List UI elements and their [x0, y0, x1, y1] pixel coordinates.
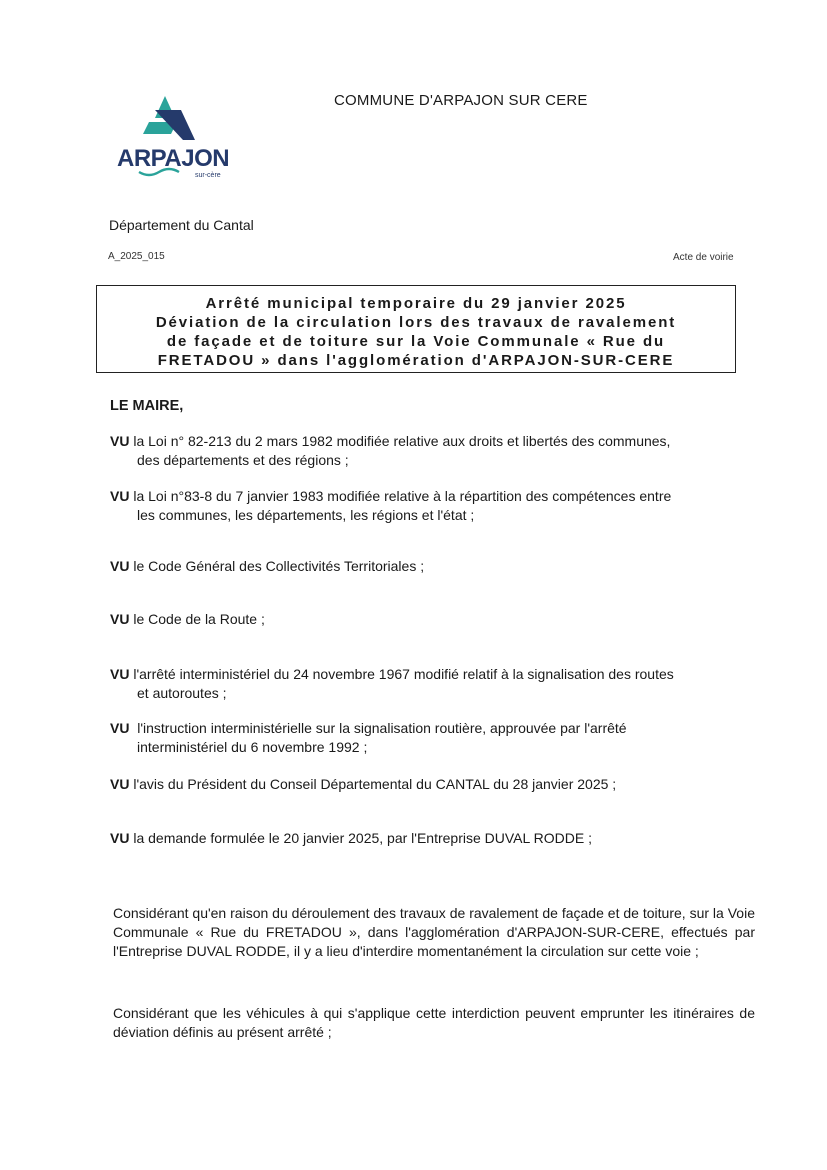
- vu-keyword: VU: [110, 830, 130, 846]
- vu-text: le Code de la Route ;: [133, 611, 265, 627]
- vu-paragraph: [110, 487, 755, 525]
- considerant-paragraph: Considérant que les véhicules à qui s'applique cette interdiction peuvent emprunter les itinéraires de déviation définis au présent arrêté ;: [113, 1005, 755, 1040]
- title-line: Arrêté municipal temporaire du 29 janvier 2025: [205, 295, 627, 312]
- commune-header: COMMUNE D'ARPAJON SUR CERE: [334, 92, 588, 109]
- vu-paragraph: [110, 719, 755, 757]
- vu-keyword: VU: [110, 666, 130, 682]
- title-line: FRETADOU » dans l'agglomération d'ARPAJON-SUR-CERE: [157, 352, 675, 369]
- considerant-paragraph: Considérant qu'en raison du déroulement des travaux de ravalement de façade et de toiture, sur la Voie Communale « Rue du FRETADOU », dans l'agglomération d'ARPAJON-SUR-CERE, effectués par l'Entreprise DUVAL RODDE, il y a lieu d'interdire momentanément la circulation sur cette voie ;: [113, 905, 755, 959]
- vu-paragraph: [110, 557, 755, 576]
- vu-text: la Loi n°83-8 du 7 janvier 1983 modifiée relative à la répartition des compétences entre: [133, 488, 672, 504]
- departement-label: Département du Cantal: [109, 217, 254, 233]
- vu-text: l'instruction interministérielle sur la signalisation routière, approuvée par l'arrêté: [137, 720, 627, 736]
- le-maire-heading: LE MAIRE,: [110, 398, 184, 414]
- title-line: de façade et de toiture sur la Voie Communale « Rue du: [166, 333, 666, 350]
- vu-text: l'arrêté interministériel du 24 novembre 1967 modifié relatif à la signalisation des routes: [133, 666, 674, 682]
- title-box: [96, 285, 736, 373]
- vu-text-continued: les communes, les départements, les régions et l'état ;: [137, 507, 475, 523]
- vu-text-continued: interministériel du 6 novembre 1992 ;: [137, 739, 368, 755]
- vu-paragraph: [110, 432, 755, 470]
- vu-text: la Loi n° 82-213 du 2 mars 1982 modifiée relative aux droits et libertés des communes,: [133, 433, 671, 449]
- vu-keyword: VU: [110, 776, 130, 792]
- vu-paragraph: [110, 829, 755, 848]
- vu-paragraph: [110, 665, 755, 703]
- title-line: Déviation de la circulation lors des travaux de ravalement: [155, 314, 677, 331]
- vu-text-continued: des départements et des régions ;: [137, 452, 349, 468]
- vu-keyword: VU: [110, 558, 130, 574]
- vu-text: la demande formulée le 20 janvier 2025, par l'Entreprise DUVAL RODDE ;: [133, 830, 593, 846]
- vu-keyword: VU: [110, 720, 130, 736]
- acte-type: Acte de voirie: [673, 252, 734, 263]
- vu-keyword: VU: [110, 488, 130, 504]
- reference-number: A_2025_015: [108, 251, 165, 262]
- vu-keyword: VU: [110, 611, 130, 627]
- vu-text: le Code Général des Collectivités Territoriales ;: [133, 558, 425, 574]
- vu-text: l'avis du Président du Conseil Départemental du CANTAL du 28 janvier 2025 ;: [133, 776, 617, 792]
- vu-text-continued: et autoroutes ;: [137, 685, 227, 701]
- arpajon-logo: [115, 92, 235, 187]
- vu-paragraph: [110, 610, 755, 629]
- logo-subtext: sur-cère: [195, 172, 221, 179]
- logo-text: ARPAJON: [117, 145, 230, 172]
- vu-keyword: VU: [110, 433, 130, 449]
- vu-paragraph: [110, 775, 755, 794]
